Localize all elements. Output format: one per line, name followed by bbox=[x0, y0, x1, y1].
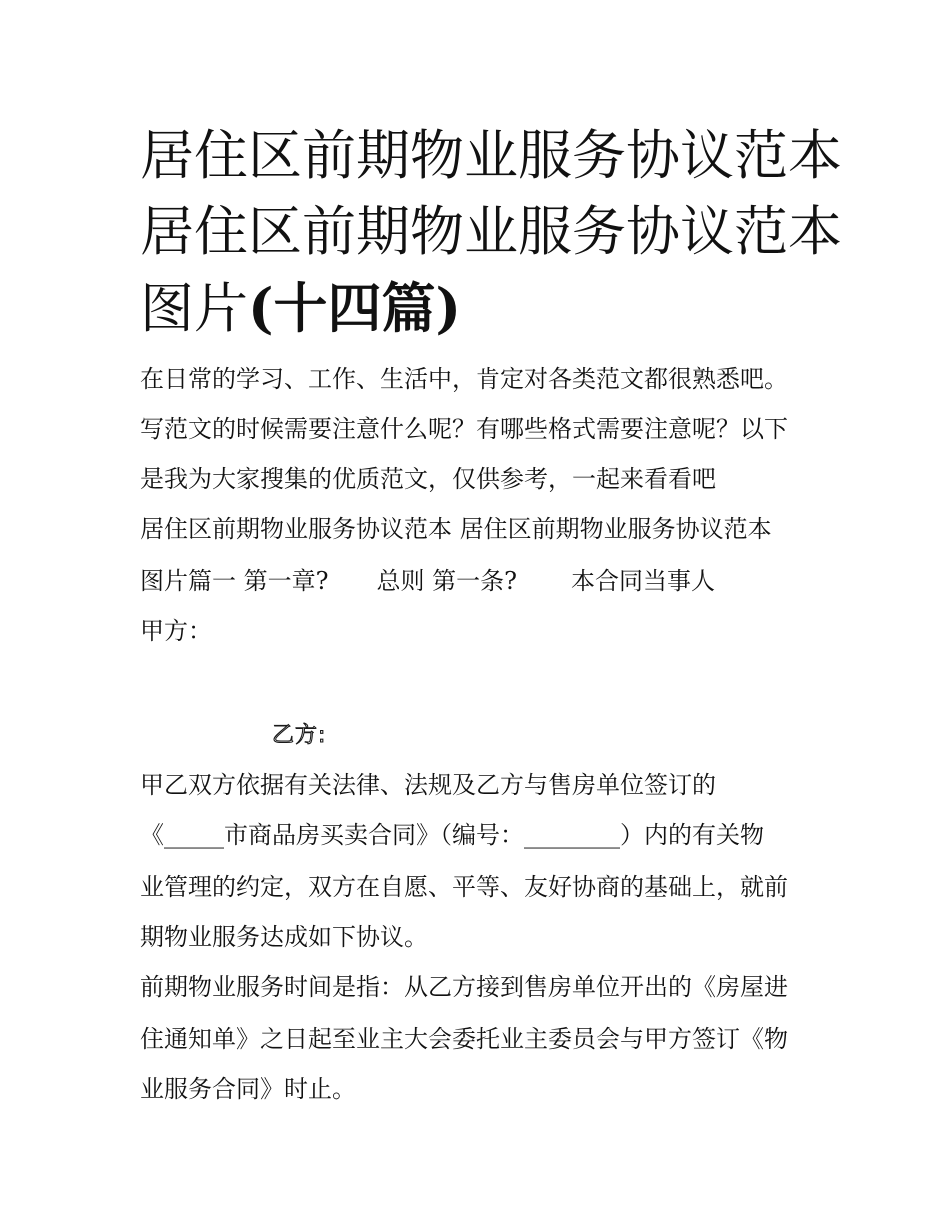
article-heading-line-2 bbox=[140, 566, 715, 596]
document-title bbox=[140, 118, 840, 347]
title-line-3 bbox=[140, 270, 840, 347]
paragraph-1-line-2: 《_____市商品房买卖合同》（编号：________）内的有关物 bbox=[140, 821, 764, 849]
parties-label: 本合同当事人 bbox=[571, 567, 715, 595]
intro-line-1: 在日常的学习、工作、生活中，肯定对各类范文都很熟悉吧。 bbox=[140, 365, 788, 393]
intro-line-2: 写范文的时候需要注意什么呢？有哪些格式需要注意呢？以下 bbox=[140, 415, 788, 443]
article-one-label: 总则 第一条? bbox=[376, 567, 517, 595]
intro-line-3: 是我为大家搜集的优质范文，仅供参考，一起来看看吧 bbox=[140, 465, 716, 493]
title-line-3-paren: (十四篇) bbox=[248, 276, 462, 340]
article-heading-line-1: 居住区前期物业服务协议范本 居住区前期物业服务协议范本 bbox=[140, 515, 772, 543]
title-line-3-prefix: 图片 bbox=[140, 277, 248, 340]
title-line-2: 居住区前期物业服务协议范本 bbox=[140, 200, 842, 263]
paragraph-2-line-1: 前期物业服务时间是指：从乙方接到售房单位开出的《房屋进 bbox=[140, 973, 788, 1001]
paragraph-1-line-1: 甲乙双方依据有关法律、法规及乙方与售房单位签订的 bbox=[140, 771, 716, 799]
paragraph-1-line-4: 期物业服务达成如下协议。 bbox=[140, 923, 428, 951]
party-a-label: 甲方： bbox=[140, 617, 212, 645]
title-line-1: 居住区前期物业服务协议范本 bbox=[140, 124, 842, 187]
party-b-label: 乙方: bbox=[272, 723, 327, 748]
paragraph-2-line-2: 住通知单》之日起至业主大会委托业主委员会与甲方签订《物 bbox=[140, 1025, 788, 1053]
paragraph-2-line-3: 业服务合同》时止。 bbox=[140, 1075, 356, 1103]
chapter-one-label: 图片篇一 第一章? bbox=[140, 567, 329, 595]
paragraph-1-line-3: 业管理的约定，双方在自愿、平等、友好协商的基础上，就前 bbox=[140, 873, 788, 901]
